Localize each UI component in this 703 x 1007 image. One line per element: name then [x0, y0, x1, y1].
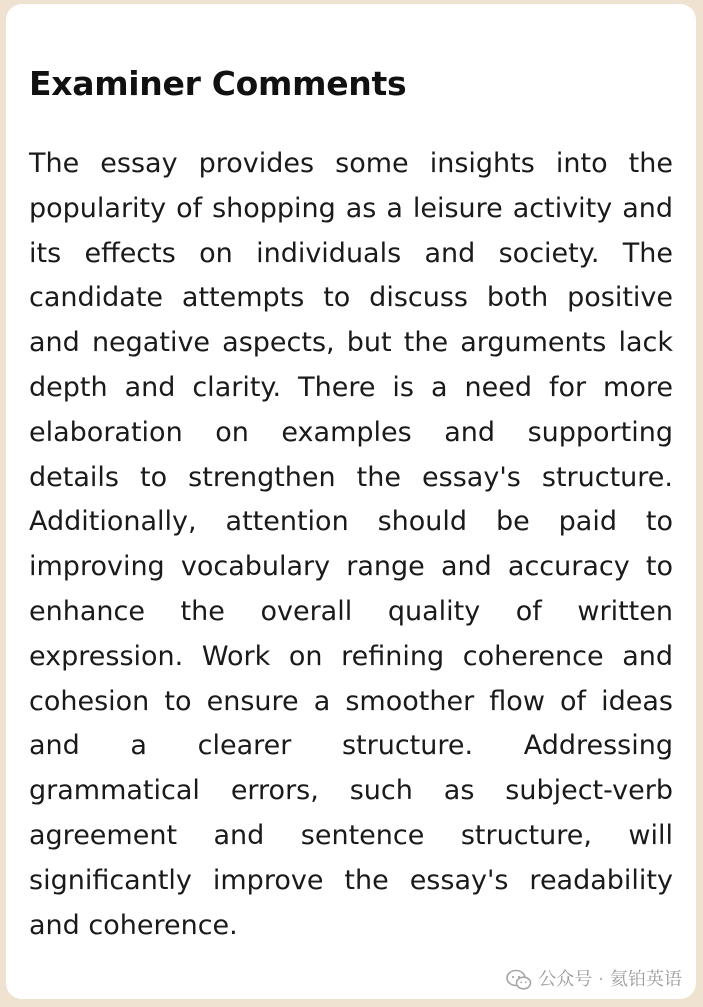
watermark-separator: ·: [598, 969, 604, 990]
watermark-account-name: 氦铂英语: [610, 969, 682, 990]
watermark-account-type: 公众号: [538, 969, 593, 990]
wechat-icon: [506, 969, 532, 991]
comment-body: The essay provides some insights into the popularity of shopping as a leisure activity and its effects on individuals and society. The candidate attempts to discuss both positive and negative aspects, but the arguments lack depth and clarity. There is a need for more elaboration on examples and supporting details to strengthen the essay's structure. Additionally, attention should be paid to improving vocabulary range and accuracy to enhance the overall quality of written expression. Work on refining coherence and cohesion to ensure a smoother flow of ideas and a clearer structure. Addressing grammatical errors, such as subject-verb agreement and sentence structure, will significantly improve the essay's readability and coherence.: [29, 148, 673, 941]
comment-card: [6, 4, 696, 999]
page-title: Examiner Comments: [29, 64, 407, 103]
watermark: [506, 969, 682, 991]
